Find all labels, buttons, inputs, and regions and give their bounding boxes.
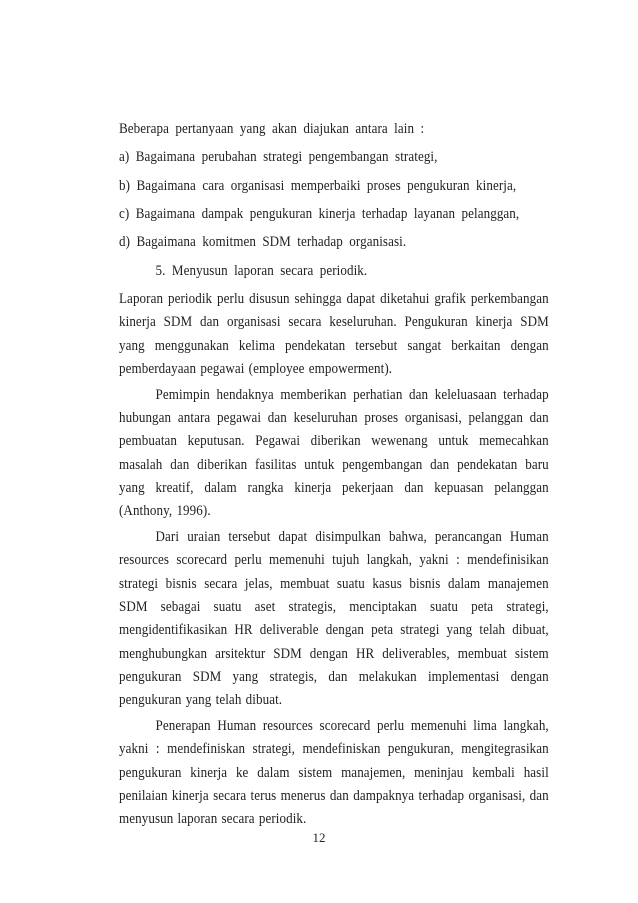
question-item-a: a) Bagaimana perubahan strategi pengembangan strategi, [119, 149, 438, 166]
paragraph-dari-uraian: Dari uraian tersebut dapat disimpulkan bahwa, perancangan Human resources scorecard perlu memenuhi tujuh langkah, yakni : mendefinisikan strategi bisnis secara jelas, membuat suatu kasus bisnis dalam manajemen SDM sebagai suatu aset strategis, menciptakan suatu peta strategi, mengidentifikasikan HR deliverable dengan peta strategi yang telah dibuat, menghubungkan arsitektur SDM dengan HR deliverables, membuat sistem pengukuran SDM yang strategis, dan melakukan implementasi dengan pengukuran yang telah dibuat. [119, 529, 549, 709]
intro-line: Beberapa pertanyaan yang akan diajukan antara lain : [119, 121, 425, 137]
page-content [119, 115, 549, 834]
numbered-step-item: 5. Menyusun laporan secara periodik. [155, 262, 368, 279]
page-number: 12 [312, 830, 326, 845]
paragraph-laporan-periodik: Laporan periodik perlu disusun sehingga dapat diketahui grafik perkembangan kinerja SDM dan organisasi secara keseluruhan. Pengukuran kinerja SDM yang menggunakan kelima pendekatan tersebut sangat berkaitan dengan pemberdayaan pegawai (employee empowerment). [119, 291, 549, 377]
question-item-d: d) Bagaimana komitmen SDM terhadap organisasi. [119, 234, 407, 251]
body-paragraphs [119, 288, 549, 831]
question-item-b: b) Bagaimana cara organisasi memperbaiki proses pengukuran kinerja, [119, 177, 517, 194]
paragraph-penerapan: Penerapan Human resources scorecard perlu memenuhi lima langkah, yakni : mendefiniskan strategi, mendefiniskan pengukuran, mengitegrasikan pengukuran kinerja ke dalam sistem manajemen, meninjau kembali hasil penilaian kinerja secara terus menerus dan dampaknya terhadap organisasi, dan menyusun laporan secara periodik. [119, 717, 549, 828]
question-item-c: c) Bagaimana dampak pengukuran kinerja terhadap layanan pelanggan, [119, 206, 520, 223]
paragraph-pemimpin: Pemimpin hendaknya memberikan perhatian dan keleluasaan terhadap hubungan antara pegawai dan keseluruhan proses organisasi, pelanggan dan pembuatan keputusan. Pegawai diberikan wewenang untuk memecahkan masalah dan diberikan fasilitas untuk pengembangan dan pendekatan baru yang kreatif, dalam rangka kinerja pekerjaan dan kepuasan pelanggan (Anthony, 1996). [119, 386, 549, 520]
